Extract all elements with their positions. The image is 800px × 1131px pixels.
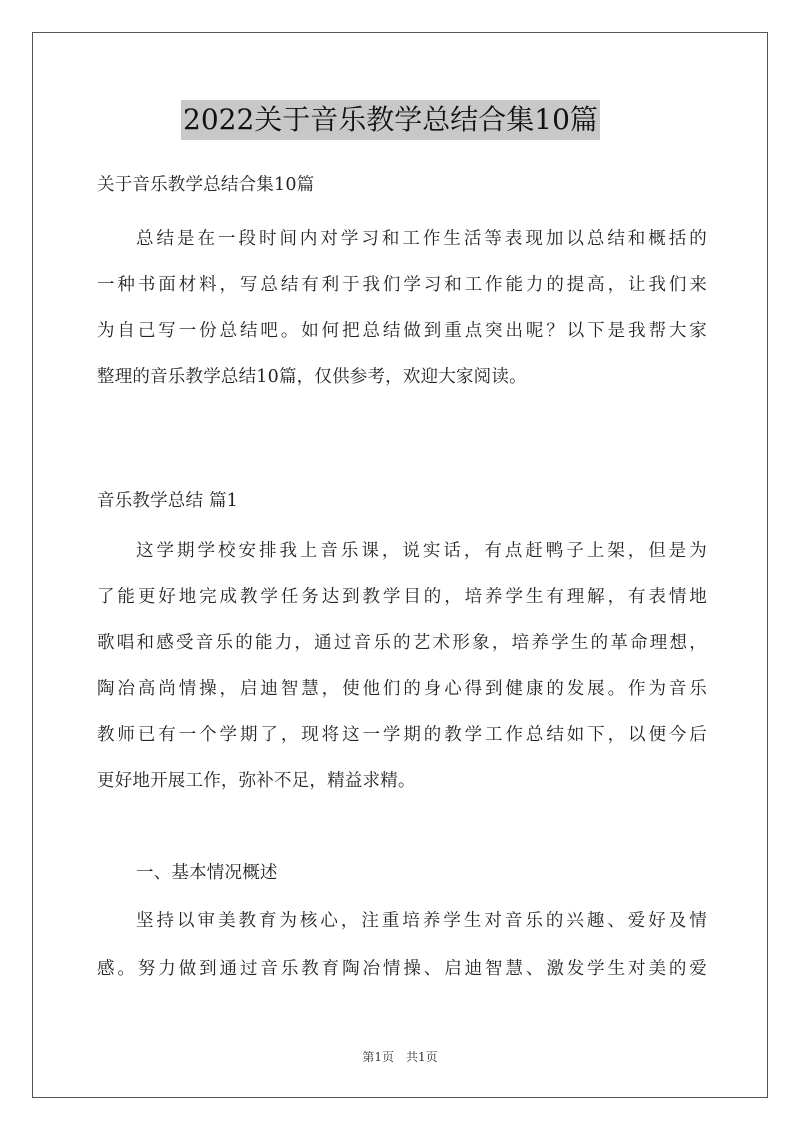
body-line: 感。努力做到通过音乐教育陶冶情操、启迪智慧、激发学生对美的爱 — [97, 959, 707, 979]
body-line: 陶冶高尚情操，启迪智慧，使他们的身心得到健康的发展。作为音乐 — [97, 679, 707, 699]
intro-line: 整理的音乐教学总结10篇，仅供参考，欢迎大家阅读。 — [97, 367, 527, 387]
document-subtitle: 关于音乐教学总结合集10篇 — [97, 175, 315, 195]
intro-line: 总结是在一段时间内对学习和工作生活等表现加以总结和概括的 — [136, 229, 707, 249]
page-footer: 第1页 共1页 — [362, 1050, 438, 1064]
body-line: 这学期学校安排我上音乐课，说实话，有点赶鸭子上架，但是为 — [136, 541, 707, 561]
intro-line: 为自己写一份总结吧。如何把总结做到重点突出呢？以下是我帮大家 — [97, 321, 707, 341]
body-line: 更好地开展工作，弥补不足，精益求精。 — [97, 771, 416, 791]
section-heading: 音乐教学总结 篇1 — [97, 491, 238, 511]
body-line: 坚持以审美教育为核心，注重培养学生对音乐的兴趣、爱好及情 — [136, 911, 707, 931]
body-line: 歌唱和感受音乐的能力，通过音乐的艺术形象，培养学生的革命理想， — [97, 633, 707, 653]
document-title: 2022关于音乐教学总结合集10篇 — [181, 100, 600, 140]
body-line: 教师已有一个学期了，现将这一学期的教学工作总结如下，以便今后 — [97, 725, 707, 745]
intro-line: 一种书面材料，写总结有利于我们学习和工作能力的提高，让我们来 — [97, 275, 707, 295]
body-line: 了能更好地完成教学任务达到教学目的，培养学生有理解，有表情地 — [97, 587, 707, 607]
subheading: 一、基本情况概述 — [136, 863, 278, 883]
